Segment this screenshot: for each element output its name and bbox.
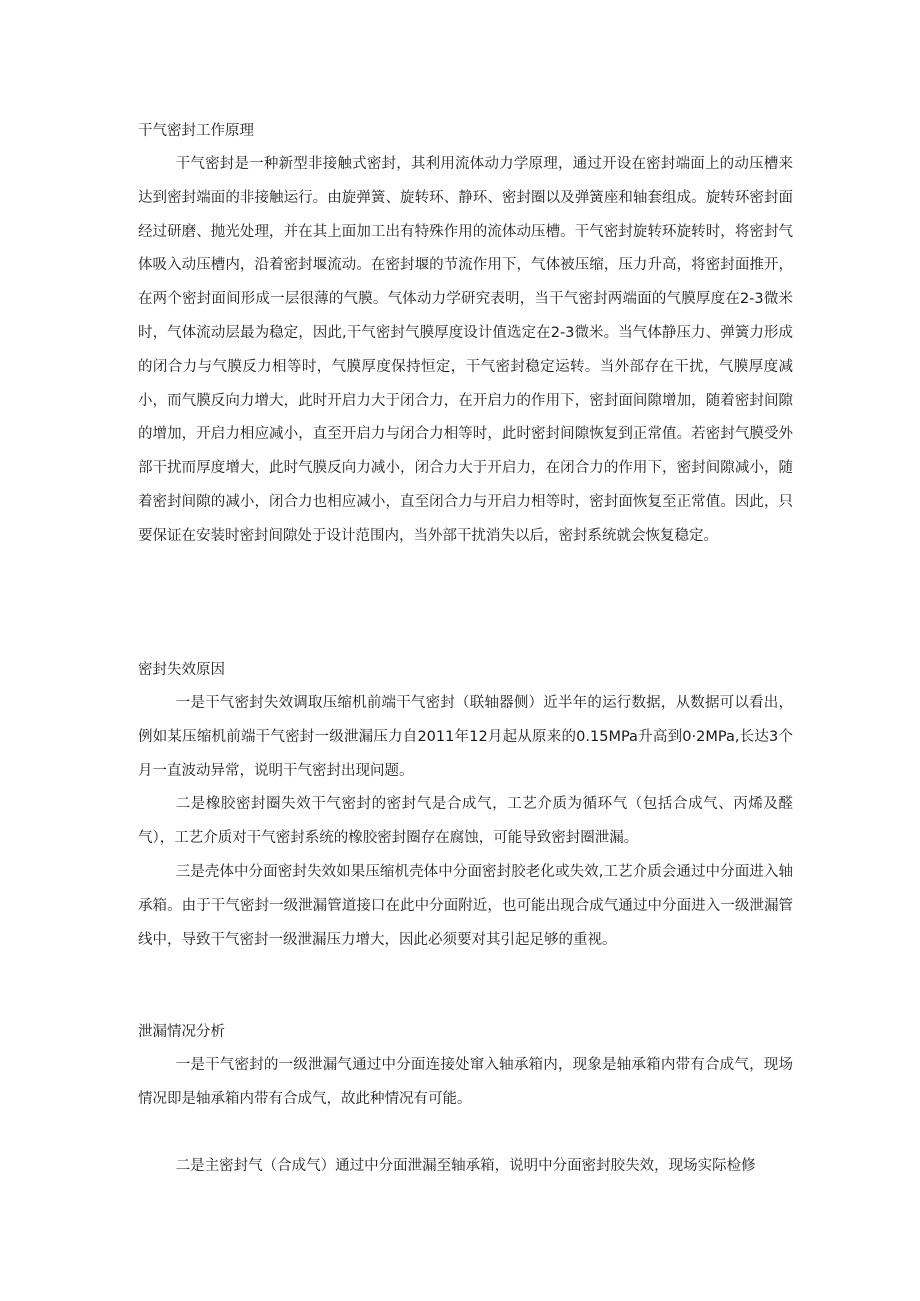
section-leak-analysis xyxy=(138,1019,793,1183)
paragraph: 二是主密封气（合成气）通过中分面泄漏至轴承箱，说明中分面密封胶失效，现场实际检修 xyxy=(175,1157,756,1174)
section-heading: 密封失效原因 xyxy=(138,662,225,678)
paragraph: 三是壳体中分面密封失效如果压缩机壳体中分面密封胶老化或失效,工艺介质会通过中分面进入轴承箱。由于干气密封一级泄漏管道接口在此中分面附近，也可能出现合成气通过中分面进入一级泄漏管线中，导致干气密封一级泄漏压力增大，因此必须要对其引起足够的重视。 xyxy=(138,863,793,948)
paragraph: 一是干气密封的一级泄漏气通过中分面连接处窜入轴承箱内，现象是轴承箱内带有合成气，现场情况即是轴承箱内带有合成气，故此种情况有可能。 xyxy=(138,1057,793,1107)
document-body xyxy=(138,118,793,1174)
paragraph: 一是干气密封失效调取压缩机前端干气密封（联轴器侧）近半年的运行数据，从数据可以看出，例如某压缩机前端干气密封一级泄漏压力自2011年12月起从原来的0.15MPa升高到0·2MPa,长达3个月一直波动异常，说明干气密封出现问题。 xyxy=(138,695,793,779)
paragraph: 干气密封是一种新型非接触式密封，其利用流体动力学原理，通过开设在密封端面上的动压槽来达到密封端面的非接触运行。由旋弹簧、旋转环、静环、密封圈以及弹簧座和轴套组成。旋转环密封面经过研磨、抛光处理，并在其上面加工出有特殊作用的流体动压槽。干气密封旋转环旋转时，将密封气体吸入动压槽内，沿着密封堰流动。在密封堰的节流作用下，气体被压缩，压力升高，将密封面推开，在两个密封面间形成一层很薄的气膜。气体动力学研究表明，当干气密封两端面的气膜厚度在2-3微米时，气体流动层最为稳定，因此,干气密封气膜厚度设计值选定在2-3微米。当气体静压力、弹簧力形成的闭合力与气膜反力相等时，气膜厚度保持恒定，干气密封稳定运转。当外部存在干扰，气膜厚度减小，而气膜反向力增大，此时开启力大于闭合力，在开启力的作用下，密封面间隙增加，随着密封间隙的增加，开启力相应减小，直至开启力与闭合力相等时，此时密封间隙恢复到正常值。若密封气膜受外部干扰而厚度增大，此时气膜反向力减小，闭合力大于开启力，在闭合力的作用下，密封间隙减小，随着密封间隙的减小，闭合力也相应减小，直至闭合力与开启力相等时，密封面恢复至正常值。因此，只要保证在安装时密封间隙处于设计范围内，当外部干扰消失以后，密封系统就会恢复稳定。 xyxy=(138,156,793,544)
section-failure-causes xyxy=(138,657,793,957)
section-working-principle xyxy=(138,118,793,554)
paragraph: 二是橡胶密封圈失效干气密封的密封气是合成气，工艺介质为循环气（包括合成气、丙烯及醛气），工艺介质对干气密封系统的橡胶密封圈存在腐蚀，可能导致密封圈泄漏。 xyxy=(138,796,793,847)
section-heading: 泄漏情况分析 xyxy=(138,1024,225,1040)
section-heading: 干气密封工作原理 xyxy=(138,123,254,139)
